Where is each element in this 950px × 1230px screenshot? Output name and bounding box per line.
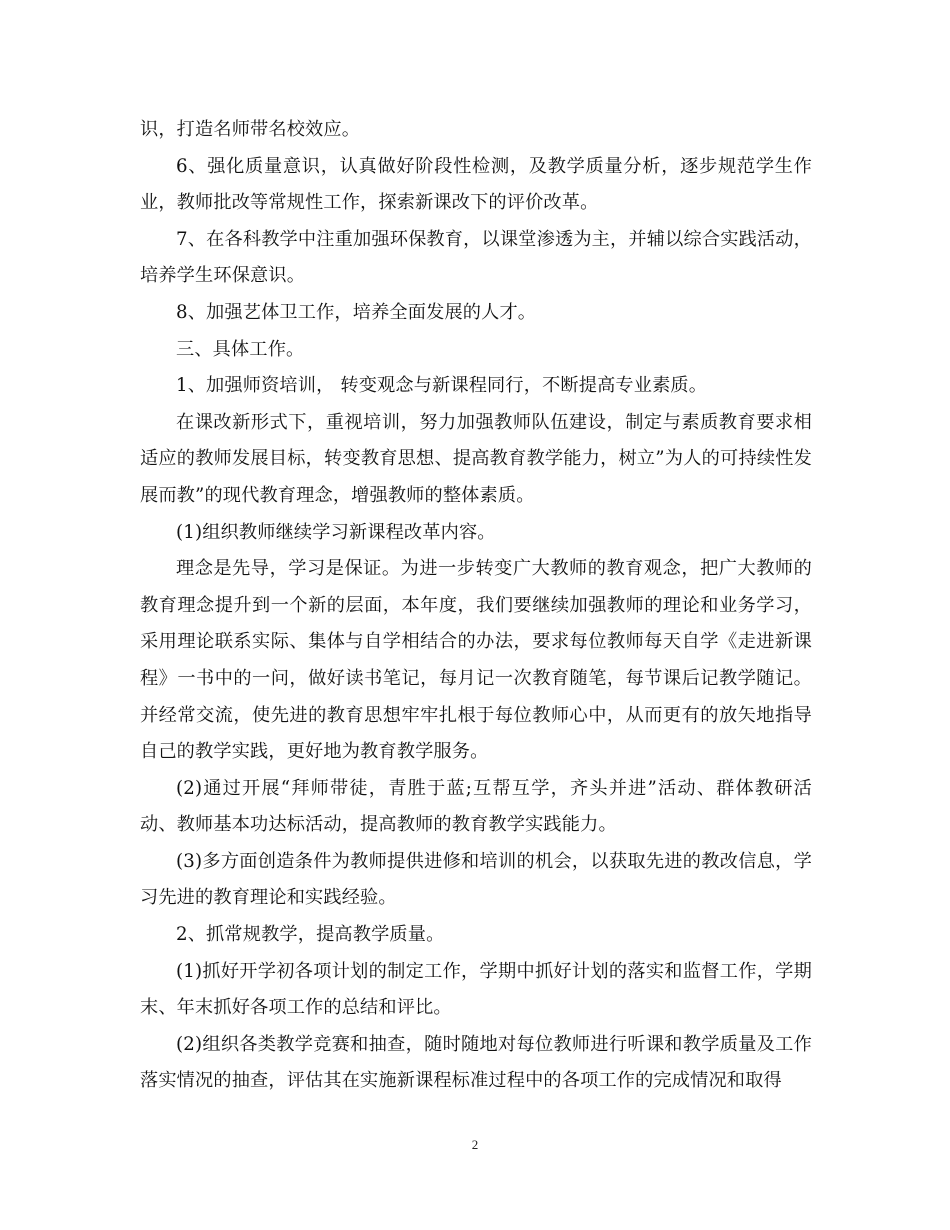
- body-text: [140, 112, 812, 1100]
- paragraph-9: 理念是先导，学习是保证。为进一步转变广大教师的教育观念，把广大教师的教育理念提升到一个新的层面，本年度，我们要继续加强教师的理论和业务学习，采用理论联系实际、集体与自学相结合的办法，要求每位教师每天自学《走进新课程》一书中的一问，做好读书笔记，每月记一次教育随笔，每节课后记教学随记。并经常交流，使先进的教育思想牢牢扎根于每位教师心中，从而更有的放矢地指导自己的教学实践，更好地为教育教学服务。: [140, 558, 812, 763]
- paragraph-7: 在课改新形式下，重视培训，努力加强教师队伍建设，制定与素质教育要求相适应的教师发展目标，转变教育思想、提高教育教学能力，树立”为人的可持续性发展而教”的现代教育理念，增强教师的整体素质。: [140, 411, 812, 506]
- list-item-4: (1)抓好开学初各项计划的制定工作，学期中抓好计划的落实和监督工作，学期末、年末抓好各项工作的总结和评比。: [140, 960, 812, 1019]
- paragraph-1: 识，打造名师带名校效应。: [140, 119, 361, 140]
- section-heading-specific-work: 三、具体工作。: [176, 338, 305, 360]
- subheading-routine-teaching: 2、抓常规教学，提高教学质量。: [176, 924, 445, 946]
- list-item-1: (1)组织教师继续学习新课程改革内容。: [176, 521, 496, 543]
- paragraph-4: 8、加强艺体卫工作，培养全面发展的人才。: [176, 301, 537, 323]
- paragraph-3: 7、在各科教学中注重加强环保教育，以课堂渗透为主，并辅以综合实践活动，培养学生环保意识。: [140, 228, 812, 287]
- paragraph-2: 6、强化质量意识，认真做好阶段性检测，及教学质量分析，逐步规范学生作业，教师批改等常规性工作，探索新课改下的评价改革。: [140, 155, 812, 214]
- list-item-5: (2)组织各类教学竞赛和抽查，随时随地对每位教师进行听课和教学质量及工作落实情况的抽查，评估其在实施新课程标准过程中的各项工作的完成情况和取得: [140, 1033, 812, 1092]
- subheading-teacher-training: 1、加强师资培训， 转变观念与新课程同行，不断提高专业素质。: [176, 375, 708, 397]
- list-item-3: (3)多方面创造条件为教师提供进修和培训的机会，以获取先进的教改信息，学习先进的教育理论和实践经验。: [140, 850, 812, 909]
- list-item-2: (2)通过开展“拜师带徒，青胜于蓝;互帮互学，齐头并进”活动、群体教研活动、教师基本功达标活动，提高教师的教育教学实践能力。: [140, 777, 812, 836]
- page-number: 2: [471, 1137, 479, 1152]
